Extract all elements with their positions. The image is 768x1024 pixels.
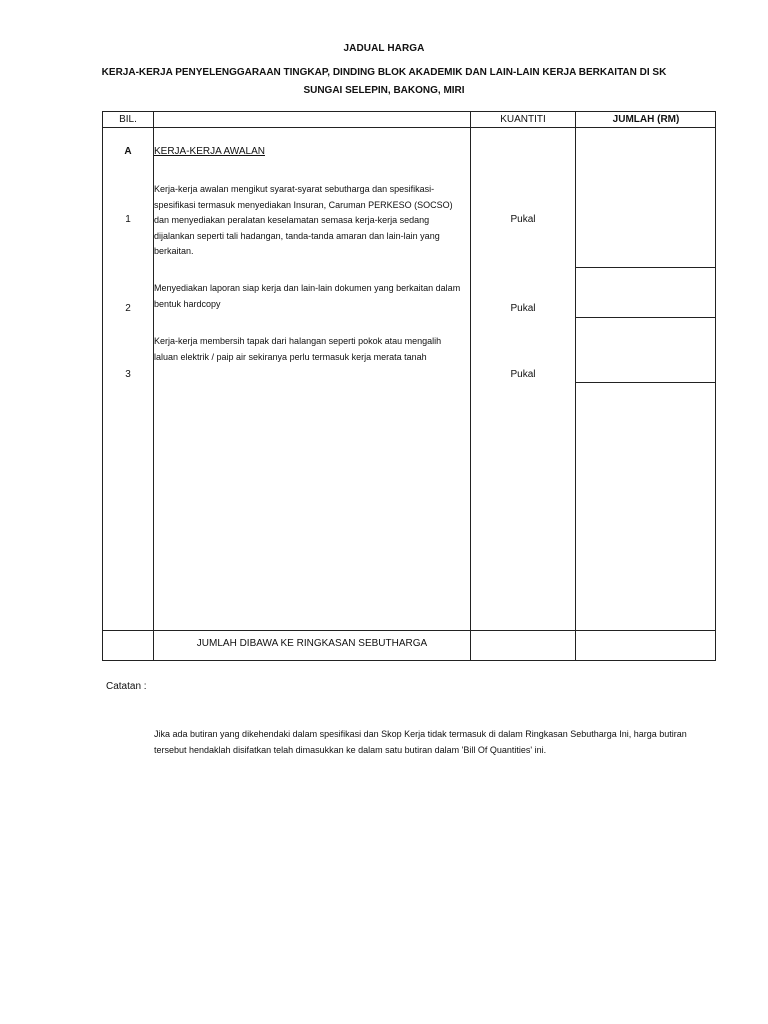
header-divider xyxy=(102,127,716,128)
row-divider xyxy=(575,382,716,383)
notes-label: Catatan : xyxy=(106,681,147,692)
document-title: JADUAL HARGA xyxy=(343,43,425,54)
row-description: Kerja-kerja awalan mengikut syarat-syarat sebutharga dan spesifikasi-spesifikasi termasuk menyediakan Insuran, Caruman PERKESO (SOCSO) dan menyediakan peralatan keselamatan semasa kerja-kerja sedang dijalankan seperti tali hadangan, tanda-tanda amaran dan lain-lain yang berkaitan. xyxy=(154,184,453,256)
row-bil: 2 xyxy=(125,303,131,314)
header-description xyxy=(154,113,470,127)
notes-text: Jika ada butiran yang dikehendaki dalam spesifikasi dan Skop Kerja tidak termasuk di dalam Ringkasan Sebutharga Ini, harga butiran tersebut hendaklah disifatkan telah dimasukkan ke dalam satu butiran dalam 'Bill Of Quantities' ini. xyxy=(154,729,687,755)
table-divider xyxy=(575,111,576,661)
section-title: KERJA-KERJA AWALAN xyxy=(154,146,265,157)
header-kuantiti: KUANTITI xyxy=(500,114,546,125)
row-description: Menyediakan laporan siap kerja dan lain-lain dokumen yang berkaitan dalam bentuk hardcopy xyxy=(154,283,461,309)
row-kuantiti: Pukal xyxy=(510,303,536,314)
footer-divider xyxy=(102,630,716,631)
row-bil: 1 xyxy=(125,214,131,225)
document-subtitle: KERJA-KERJA PENYELENGGARAAN TINGKAP, DINDING BLOK AKADEMIK DAN LAIN-LAIN KERJA BERKAITAN DI SK SUNGAI SELEPIN, BAKONG, MIRI xyxy=(101,67,667,96)
row-divider xyxy=(575,267,716,268)
row-bil: 3 xyxy=(125,369,131,380)
footer-label: JUMLAH DIBAWA KE RINGKASAN SEBUTHARGA xyxy=(196,638,428,649)
row-kuantiti: Pukal xyxy=(510,369,536,380)
row-description: Kerja-kerja membersih tapak dari halangan seperti pokok atau mengalih laluan elektrik / paip air sekiranya perlu termasuk kerja merata tanah xyxy=(154,336,442,362)
table-divider xyxy=(470,111,471,661)
row-kuantiti: Pukal xyxy=(510,214,536,225)
section-bil: A xyxy=(124,146,132,157)
row-divider xyxy=(575,317,716,318)
header-bil: BIL. xyxy=(119,114,137,125)
header-jumlah: JUMLAH (RM) xyxy=(612,114,680,125)
